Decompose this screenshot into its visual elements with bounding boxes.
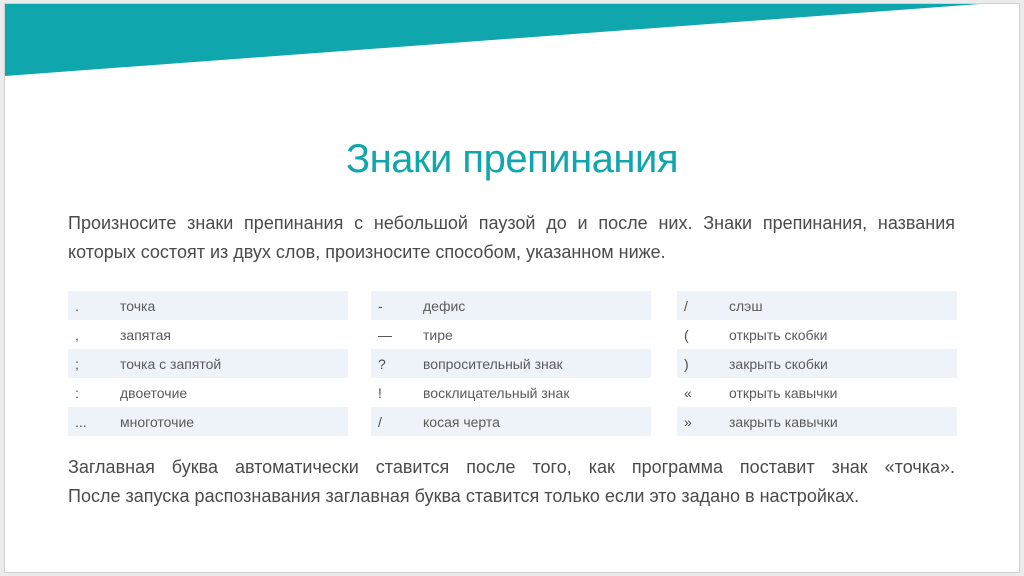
punctuation-symbol: ) (684, 355, 689, 372)
punctuation-name: многоточие (120, 413, 195, 430)
outro-line: После запуска распознавания заглавная буква ставится только если это задано в настройках. (68, 486, 860, 506)
punctuation-symbol: ( (684, 326, 689, 343)
table-row (371, 378, 651, 407)
table-column (68, 291, 348, 436)
punctuation-name: двоеточие (120, 384, 188, 401)
table-row (371, 349, 651, 378)
punctuation-name: открыть скобки (729, 326, 828, 343)
punctuation-symbol: / (378, 413, 382, 430)
table-column (677, 291, 957, 436)
punctuation-name: восклицательный знак (423, 384, 570, 401)
punctuation-symbol: , (75, 326, 79, 343)
punctuation-symbol: . (75, 297, 79, 314)
intro-paragraph (68, 209, 955, 267)
table-row (677, 320, 957, 349)
punctuation-name: косая черта (423, 413, 500, 430)
table-row (371, 291, 651, 320)
intro-line: Произносите знаки препинания с небольшой паузой до и после них. Знаки препинания, названия (68, 213, 955, 233)
table-row (677, 291, 957, 320)
table-row (371, 320, 651, 349)
punctuation-symbol: - (378, 297, 383, 314)
punctuation-symbol: ? (378, 355, 386, 372)
punctuation-name: вопросительный знак (423, 355, 563, 372)
punctuation-name: открыть кавычки (729, 384, 838, 401)
punctuation-table (68, 291, 955, 436)
punctuation-name: дефис (423, 297, 466, 314)
table-row (68, 291, 348, 320)
punctuation-name: закрыть кавычки (729, 413, 838, 430)
intro-line: которых состоят из двух слов, произносите способом, указанном ниже. (68, 242, 666, 262)
teal-banner (5, 4, 1019, 84)
punctuation-name: точка с запятой (120, 355, 222, 372)
table-row (68, 320, 348, 349)
outro-paragraph (68, 453, 955, 511)
slide (4, 3, 1020, 573)
punctuation-name: слэш (729, 297, 763, 314)
table-row (68, 407, 348, 436)
punctuation-name: тире (423, 326, 453, 343)
table-row (677, 349, 957, 378)
table-column (371, 291, 651, 436)
punctuation-symbol: « (684, 384, 692, 401)
outro-line: Заглавная буква автоматически ставится после того, как программа поставит знак «точка». (68, 457, 955, 477)
punctuation-symbol: » (684, 413, 692, 430)
punctuation-symbol: / (684, 297, 688, 314)
slide-title: Знаки препинания (345, 137, 679, 181)
punctuation-symbol: ... (75, 413, 87, 430)
punctuation-symbol: ! (378, 384, 382, 401)
punctuation-symbol: — (378, 326, 392, 343)
table-row (68, 378, 348, 407)
punctuation-name: точка (120, 297, 156, 314)
table-row (677, 407, 957, 436)
table-row (677, 378, 957, 407)
punctuation-symbol: ; (75, 355, 79, 372)
punctuation-name: закрыть скобки (729, 355, 828, 372)
table-row (68, 349, 348, 378)
table-row (371, 407, 651, 436)
punctuation-symbol: : (75, 384, 79, 401)
punctuation-name: запятая (120, 326, 171, 343)
